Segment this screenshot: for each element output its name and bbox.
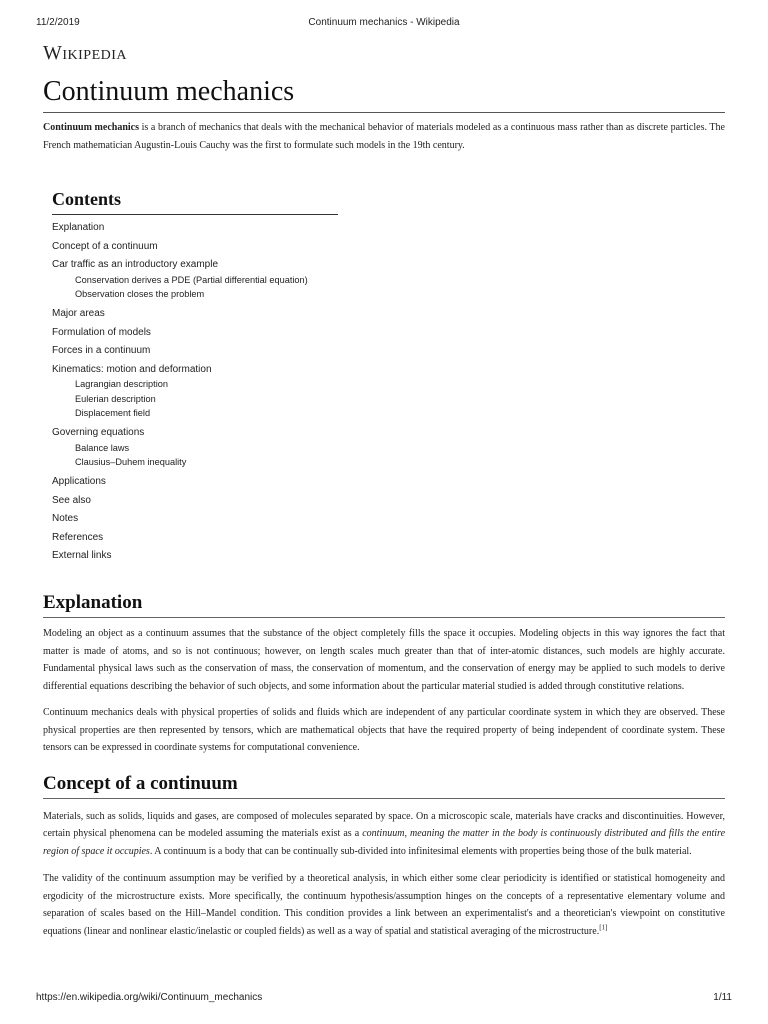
toc-sublist — [52, 377, 338, 421]
toc-item-see-also[interactable]: See also — [52, 494, 91, 506]
paragraph-italic-text: , meaning the matter in the body is continuously distributed and fills the entire region of space it occupies — [43, 828, 726, 857]
toc-subitem[interactable]: Lagrangian description — [75, 379, 168, 389]
section-heading: Concept of a continuum — [43, 772, 725, 799]
paragraph: Modeling an object as a continuum assumes that the substance of the object completely fills the space it occupies. Modeling objects in this way ignores the fact that matter is made of atoms, and so is not continuous; however, on length scales much greater than that of inter-atomic distances, such models are highly accurate. Fundamental physical laws such as the conservation of mass, the conservation of momentum, and the conservation of energy may be applied to such models to derive differential equations describing the behavior of such objects, and some information about the particular material studied is added through constitutive relations. — [43, 628, 725, 692]
lead-text: is a branch of mechanics that deals with the mechanical behavior of materials modeled as a continuous mass rather than as discrete particles. The French mathematician Augustin-Louis Cauchy was the first to formulate such models in the 19th century. — [43, 122, 725, 151]
toc-item-formulation[interactable]: Formulation of models — [52, 326, 151, 338]
lead-paragraph — [43, 119, 725, 154]
print-date: 11/2/2019 — [36, 17, 80, 28]
paragraph-text: . A continuum is a body that can be continually sub-divided into infinitesimal elements with properties being those of the bulk material. — [149, 845, 692, 857]
paragraph-text: Materials, such as solids, liquids and gases, are composed of molecules separated by space. On a microscopic scale, materials have cracks and discontinuities. However, certain physical phenomena can be modeled assuming the materials exist as a — [43, 810, 725, 839]
toc-item-applications[interactable]: Applications — [52, 476, 106, 487]
toc-sublist — [52, 273, 338, 302]
toc-item-explanation[interactable]: Explanation — [52, 222, 105, 233]
print-header — [36, 17, 732, 31]
toc-item-concept[interactable]: Concept of a continuum — [52, 240, 158, 252]
article-content — [43, 42, 725, 940]
toc-item-notes[interactable]: Notes — [52, 513, 79, 524]
table-of-contents — [52, 188, 338, 562]
paragraph — [43, 870, 725, 940]
print-footer — [36, 992, 732, 1006]
toc-item-label[interactable]: Car traffic as an introductory example — [52, 259, 219, 270]
section-heading: Explanation — [43, 591, 725, 618]
paragraph-text: The validity of the continuum assumption may be verified by a theoretical analysis, in which either some clear periodicity is identified or statistical homogeneity and ergodicity of the microstructure exists. More specifically, the continuum hypothesis/assumption hinges on the concepts of a representative elementary volume and separation of scales based on the Hill–Mandel condition. This condition provides a link between an experimentalist's and a theoretician's viewpoint on constitutive equations (linear and nonlinear elastic/inelastic or coupled fields) as well as a way of spatial and statistical averaging of the microstructure. — [43, 873, 725, 937]
toc-sublist — [52, 441, 338, 470]
toc-item-label[interactable]: Governing equations — [52, 427, 145, 438]
toc-subitem[interactable]: Balance laws — [75, 442, 130, 453]
toc-subitem[interactable]: Conservation derives a PDE (Partial differential equation) — [75, 274, 308, 285]
page-number: 1/11 — [713, 992, 732, 1003]
toc-subitem[interactable]: Eulerian description — [75, 393, 156, 404]
toc-list — [52, 221, 338, 562]
paragraph-italic-term: continuum — [362, 828, 405, 839]
toc-item-kinematics[interactable] — [52, 363, 338, 421]
print-title: Continuum mechanics - Wikipedia — [308, 17, 460, 28]
toc-subitem[interactable]: Clausius–Duhem inequality — [75, 457, 187, 467]
toc-subitem[interactable]: Displacement field — [75, 408, 151, 418]
print-url: https://en.wikipedia.org/wiki/Continuum_mechanics — [36, 992, 263, 1003]
toc-title: Contents — [52, 188, 338, 215]
toc-item-car-traffic[interactable] — [52, 258, 338, 302]
section-explanation — [43, 591, 725, 757]
paragraph — [43, 808, 725, 861]
page-title: Continuum mechanics — [43, 76, 725, 113]
toc-item-references[interactable]: References — [52, 531, 104, 543]
toc-item-external-links[interactable]: External links — [52, 550, 112, 561]
toc-subitem[interactable]: Observation closes the problem — [75, 289, 205, 299]
wikipedia-wordmark[interactable]: Wikipedia — [43, 42, 128, 64]
toc-item-governing[interactable] — [52, 426, 338, 470]
toc-item-forces[interactable]: Forces in a continuum — [52, 345, 151, 356]
section-concept — [43, 772, 725, 941]
lead-bold-term: Continuum mechanics — [43, 122, 139, 133]
toc-item-major-areas[interactable]: Major areas — [52, 308, 105, 319]
toc-item-label[interactable]: Kinematics: motion and deformation — [52, 363, 212, 375]
citation-link[interactable]: [1] — [599, 923, 608, 932]
paragraph: Continuum mechanics deals with physical properties of solids and fluids which are independent of any particular coordinate system in which they are observed. These physical properties are then represented by tensors, which are mathematical objects that have the required property of being independent of coordinate system. These tensors can be expressed in coordinate systems for computational convenience. — [43, 707, 725, 753]
